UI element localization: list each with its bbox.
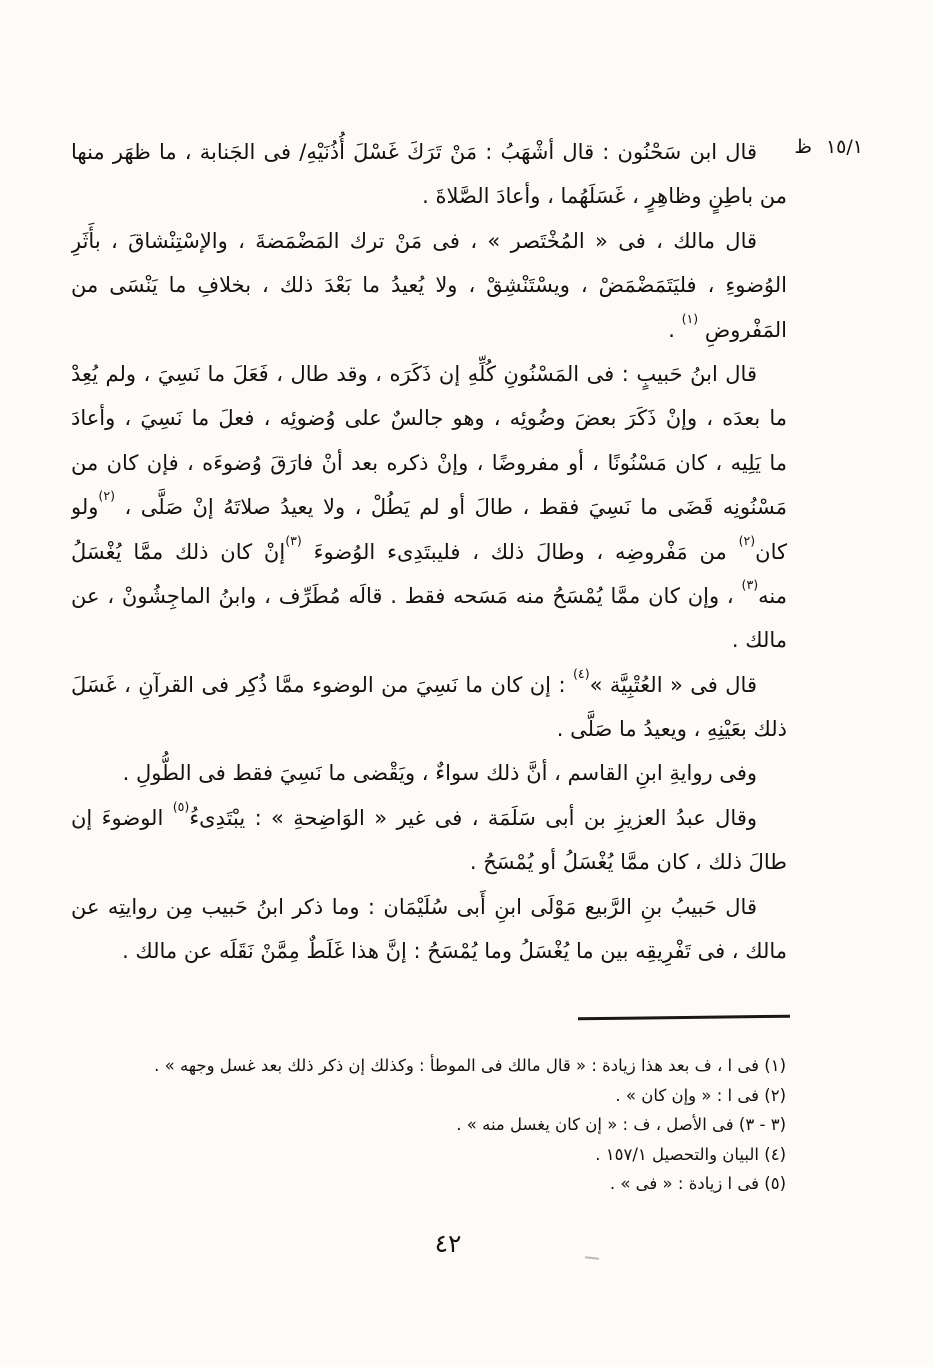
- text-line: ما بعدَه ، وإنْ ذَكَرَ بعضَ وضُوئِه ، وهو جالسٌ على وُضوئِه ، فعلَ ما نَسِيَ ، وأعادَ: [71, 406, 787, 431]
- text-line: ذلك بعَيْنِهِ ، ويعيدُ ما صَلَّى .: [556, 717, 787, 742]
- footnote-5: (٥) فى ا زيادة : « فى » .: [609, 1174, 786, 1194]
- text-line: من باطِنٍ وظاهِرٍ ، غَسَلَهُما ، وأعادَ الصَّلاةَ .: [422, 184, 787, 209]
- footnotes-block: [94, 1051, 786, 1199]
- paragraph-4: [71, 663, 787, 752]
- text-line: كان$^{(٢)}$ من مَفْروضِه ، وطالَ ذلك ، فليبتَدِىء الوُضوءَ $^{(٣)}$إنْ كان ذلك ممَّا يُغْسَلُ: [71, 532, 787, 564]
- paragraph-7: [71, 885, 787, 974]
- text-line: طالَ ذلك ، كان ممَّا يُغْسَلُ أو يُمْسَحُ .: [469, 850, 787, 875]
- text-line: قال ابن سَحْنُون : قال أشْهَبُ : مَنْ تَرَكَ غَسْلَ أُذُنَيْهِ/ فى الجَنابة ، ما ظهَر منها: [71, 140, 757, 164]
- footnote-4: (٤) البيان والتحصيل ١٥٧/١ .: [595, 1144, 786, 1164]
- text-line: مالك ، فى تَفْرِيقِه بين ما يُغْسَلُ وما يُمْسَحُ : إنَّ هذا غَلَطٌ مِمَّنْ نَقَلَه عن مالك .: [122, 939, 787, 964]
- paragraph-3: [71, 352, 787, 663]
- text-line: مالك .: [731, 628, 787, 653]
- text-line: المَفْروضِ $^{(١)}$ .: [668, 310, 787, 342]
- main-text-block: [71, 130, 787, 973]
- paragraph-5: [71, 751, 787, 795]
- scan-artifact: [585, 1256, 599, 1259]
- text-line: قال حَبيبُ بنِ الرَّبيع مَوْلَى ابنِ أَبى سُلَيْمَان : وما ذكر ابنُ حَبيب مِن روايتِه عن: [71, 894, 757, 919]
- footnote-3: (٣ - ٣) فى الأصل ، ف : « إن كان يغسل منه » .: [456, 1115, 786, 1135]
- text-line: وفى روايةِ ابنِ القاسم ، أنَّ ذلك سواءٌ ، ويَقْضى ما نَسِيَ فقط فى الطُّولِ .: [122, 761, 757, 786]
- text-line: منه$^{(٣)}$ ، وإن كان ممَّا يُمْسَحُ منه مَسَحه فقط . قالَه مُطَرِّف ، وابنُ الماجِشُونْ ، عن: [71, 577, 787, 608]
- text-line: وقال عبدُ العزيزِ بن أبى سَلَمَة ، فى غير « الوَاضِحةِ » : يبْتَدِىءُ$^{(٥)}$ الوضوءَ إن: [71, 799, 757, 830]
- folio-marker: ١٥/١ ظ: [794, 136, 863, 158]
- text-line: قال فى « العُتْبِيَّة »$^{(٤)}$ : إن كان ما نَسِيَ من الوضوء ممَّا ذُكِر فى القرآنِ ، غَسَلَ: [71, 666, 757, 697]
- text-line: الوُضوءِ ، فليَتَمَضْمَضْ ، ويسْتَنْشِقْ ، ولا يُعيدُ ما بَعْدَ ذلك ، بخلافِ ما يَنْسَى من: [71, 273, 787, 298]
- footnote-2: (٢) فى ا : « وإن كان » .: [615, 1085, 786, 1105]
- text-line: قال ابنُ حَبيبٍ : فى المَسْنُونِ كُلِّهِ إن ذَكَرَه ، وقد طال ، فَعَلَ ما نَسِيَ ، ولم يُعِدْ: [71, 361, 757, 386]
- paragraph-2: [71, 219, 787, 352]
- text-line: قال مالك ، فى « المُخْتَصر » ، فى مَنْ ترك المَضْمَضةَ ، والإسْتِنْشاقَ ، بأَثَرِ: [71, 228, 757, 253]
- footnote-1: (١) فى ا ، ف بعد هذا زيادة : « قال مالك فى الموطأ : وكذلك إن ذكر ذلك بعد غسل وجهه » .: [154, 1056, 786, 1075]
- text-line: ما يَلِيه ، كان مَسْنُونًا ، أو مفروضًا ، وإنْ ذكره بعد أنْ فارَقَ وُضوءَه ، فإن كان من: [71, 450, 787, 475]
- page-number: ٤٢: [434, 1229, 462, 1258]
- paragraph-1: [71, 130, 787, 219]
- text-line: مَسْنُونِه قَضَى ما نَسِيَ فقط ، طالَ أو لم يَطُلْ ، ولا يعيدُ صلاتَهُ إنْ صَلَّى ، $^{(٢)}$ولو: [71, 488, 787, 520]
- footnote-separator-rule: [578, 1015, 790, 1021]
- paragraph-6: [71, 796, 787, 885]
